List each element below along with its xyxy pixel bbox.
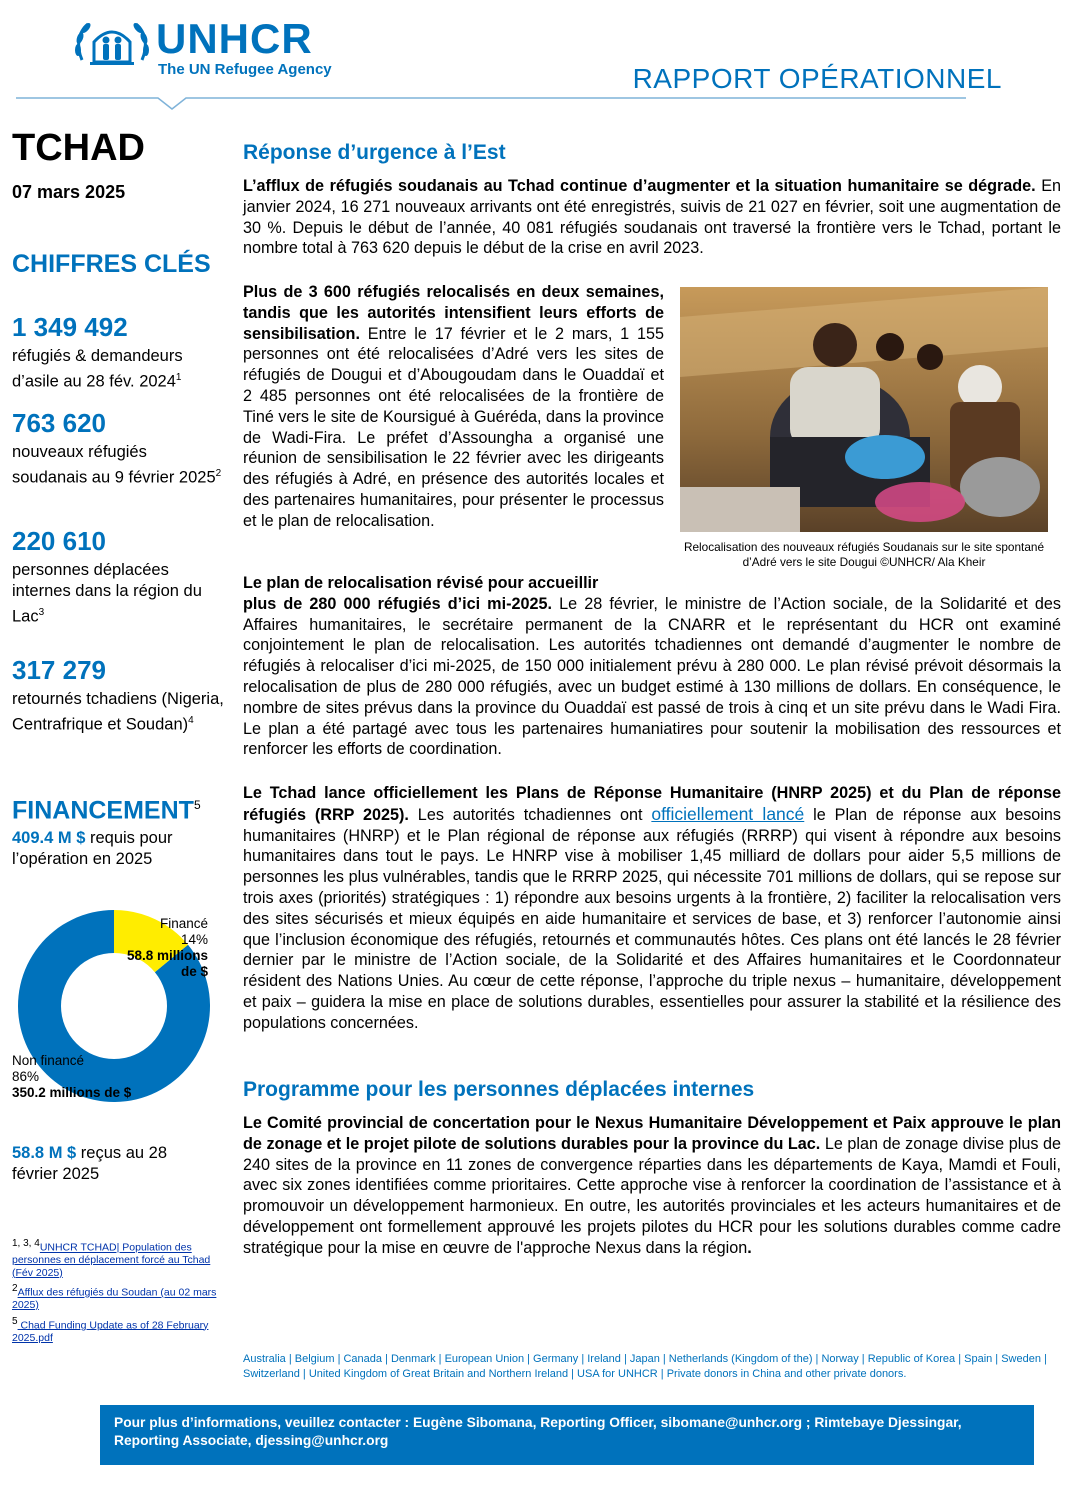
key-figure-idps [12, 526, 224, 628]
figure-value: 1 349 492 [12, 312, 128, 342]
figure-label: personnes déplacées internes dans la région du Lac$^3$ [12, 561, 202, 626]
section-title-emergency: Réponse d’urgence à l’Est [243, 141, 506, 164]
country-title: TCHAD [12, 127, 145, 169]
paragraph-revised-plan: Le plan de relocalisation révisé pour accueillir plus de 280 000 réfugiés d’ici mi-2025. Le 28 février, le ministre de l’Action sociale, de la Solidarité et des Affaires humanitaires, le secrétaire permanent de la CNARR et le représentant du HCR ont examiné conjointement le plan de relocalisation. Les autorités tchadiennes ont demandé d’augmenter le nombre de réfugiés à relocaliser d’ici mi-2025, de 150 000 initialement prévu à 280 000. Le plan révisé prévoit désormais la relocalisation de plus de 280 000 réfugiés, avec un budget estimé à 130 millions de dollars. En conséquence, le nombre de sites prévus dans la province du Ouaddaï est passé de trois à cinq et un site prévu dans le Wadi Fira. Le plan a été partagé avec tous les partenaires humaniatires pour soutenir la mobilisation des ressources et renforcer les efforts de coordination. [243, 574, 1061, 759]
footnote-5: $^5$ Chad Funding Update as of 28 February 2025.pdf [12, 1315, 209, 1344]
officially-launched-link[interactable]: officiellement lancé [651, 803, 805, 824]
paragraph-zoning: Le Comité provincial de concertation pour le Nexus Humanitaire Développement et Paix approuve le plan de zonage et le projet pilote de solutions durables pour la province du Lac. Le plan de zonage divise plus de 240 sites de la province en 11 zones de convergence réparties dans les départements de Kaya, Mamdi et Fouli, avec six zones identifiées comme prioritaires. Cette approche vise à renforcer la coordination de l’assistance et à promouvoir un développement harmonieux. En outre, les autorités provinciales et les acteurs humanitaires et de développement ont formellement approuvé les projets pilotes du HCR pour les solutions durables comme cadre stratégique pour la mise en œuvre de l'approche Nexus dans la région. [243, 1114, 1061, 1257]
footnote-link[interactable]: Chad Funding Update as of 28 February 2025.pdf [12, 1319, 209, 1344]
donor-list: Australia | Belgium | Canada | Denmark | European Union | Germany | Ireland | Japan | Netherlands (Kingdom of the) | Norway | Republic of Korea | Spain | Sweden | Switzerland | United Kingdom of Great Britain and Northern Ireland | USA for UNHCR | Private donors in China and other private donors. [243, 1353, 1047, 1380]
footnote-1: $^{1, 3, 4}$UNHCR TCHAD| Population des personnes en déplacement forcé au Tchad (Fév 2025) [12, 1238, 211, 1279]
sidebar-header [12, 126, 224, 203]
funding-required: 409.4 M $ requis pour l’opération en 2025 [12, 829, 173, 868]
header-divider [16, 97, 1006, 111]
key-figure-returnees [12, 655, 224, 736]
report-type-title: RAPPORT OPÉRATIONNEL [632, 63, 1002, 94]
paragraph-influx: L’afflux de réfugiés soudanais au Tchad continue d’augmenter et la situation humanitaire se dégrade. En janvier 2024, 16 271 nouveaux arrivants ont été enregistrés, suivis de 21 027 en février, soit une augmentation de 30 %. Depuis le début de l’année, 40 081 réfugiés soudanais ont traversé la frontière vers le Tchad, portant le nombre total à 763 620 depuis le début de la crise en avril 2023. [243, 177, 1061, 258]
figure-label: nouveaux réfugiés soudanais au 9 février 2025$^2$ [12, 443, 222, 487]
unhcr-logo [72, 16, 362, 76]
org-subtitle: The UN Refugee Agency [158, 61, 332, 78]
paragraph-response-plans: Le Tchad lance officiellement les Plans de Réponse Humanitaire (HNRP 2025) et du Plan de réponse réfugiés (RRP 2025). Les autorités tchadiennes ont officiellement lancé le Plan de réponse aux besoins humanitaires (HNRP) et le Plan régional de réponse aux réfugiés (RRRP) qui visent à répondre aux besoins humanitaires dans tout le pays. Le HNRP vise à mobiliser 1,45 milliard de dollars pour aider 5,5 millions de personnes les plus vulnérables, tandis que le RRRP 2025, qui nécessite 701 millions de dollars, qui se repose sur trois axes (priorités) stratégiques : 1) répondre aux besoins urgents à la frontière, 2) faciliter la relocalisation vers des sites sécurisés et mieux équipés en aide humanitaire et services de base, et 3) renforcer l’autonomie ainsi que l’inclusion économique des réfugiés, retournés et communautés hôtes. Ces plans ont été lancés le 28 février dernier par le ministre de l’Action sociale, de la Solidarité et des Affaires humanitaires et le Coordonnateur résident des Nations Unies. Au cœur de cette réponse, l’approche du triple nexus – humanitaire, développement et paix – guidera la mise en place de solutions durables, essentielles pour assurer la stabilité et la résilience des populations concernées. [243, 784, 1061, 1032]
figure-value: 317 279 [12, 655, 106, 685]
section-title-idp: Programme pour les personnes déplacées internes [243, 1078, 755, 1101]
footnote-link[interactable]: UNHCR TCHAD| Population des personnes en déplacement forcé au Tchad (Fév 2025) [12, 1241, 211, 1279]
key-figure-refugees [12, 312, 224, 393]
paragraph-relocation: Plus de 3 600 réfugiés relocalisés en deux semaines, tandis que les autorités intensifient leurs efforts de sensibilisation. Entre le 17 février et le 2 mars, 1 155 personnes ont été relocalisées d’Adré vers les sites de réfugiés de Dougui et d’Abougoudam dans le Ouaddaï et 2 485 personnes ont été relocalisées de la frontière de Tiné vers le site de Koursigué à Guéréda, dans la province de Wadi-Fira. Le préfet d’Assoungha a organisé une réunion de sensibilisation le 22 février avec les dirigeants des réfugiés à Adré, en présence des autorités locales et des partenaires humanitaires, pour présenter le processus et le plan de relocalisation. [243, 283, 664, 530]
unhcr-emblem-icon [72, 16, 152, 72]
photo-illustration [680, 287, 1048, 532]
footnote-link[interactable]: Afflux des réfugiés du Soudan (au 02 mars 2025) [12, 1286, 217, 1311]
funding-heading: FINANCEMENT$^5$ [12, 796, 201, 825]
photo-caption: Relocalisation des nouveaux réfugiés Soudanais sur le site spontané d’Adré vers le site Dougui ©UNHCR/ Ala Kheir [683, 540, 1045, 569]
funded-label: Financé 14% 58.8 millions de $ [126, 916, 208, 979]
figure-label: retournés tchadiens (Nigeria, Centrafrique et Soudan)$^4$ [12, 690, 224, 734]
footnote-2: $^2$Afflux des réfugiés du Soudan (au 02 mars 2025) [12, 1283, 217, 1311]
funding-received: 58.8 M $ reçus au 28 février 2025 [12, 1144, 168, 1183]
key-figures-heading: CHIFFRES CLÉS [12, 250, 211, 278]
figure-label: réfugiés & demandeurs d’asile au 28 fév. 2024$^1$ [12, 347, 183, 391]
figure-value: 220 610 [12, 526, 106, 556]
footnotes [12, 1238, 224, 1348]
unfunded-label: Non financé 86% 350.2 millions de $ [12, 1053, 132, 1100]
report-date: 07 mars 2025 [12, 182, 126, 202]
photo-relocation [680, 287, 1048, 532]
contact-footer: Pour plus d’informations, veuillez contacter : Eugène Sibomana, Reporting Officer, sibomane@unhcr.org ; Rimtebaye Djessingar, Reporting Associate, djessing@unhcr.org [100, 1405, 1034, 1465]
figure-value: 763 620 [12, 408, 106, 438]
key-figure-new-refugees [12, 408, 224, 489]
org-name: UNHCR [156, 15, 313, 62]
